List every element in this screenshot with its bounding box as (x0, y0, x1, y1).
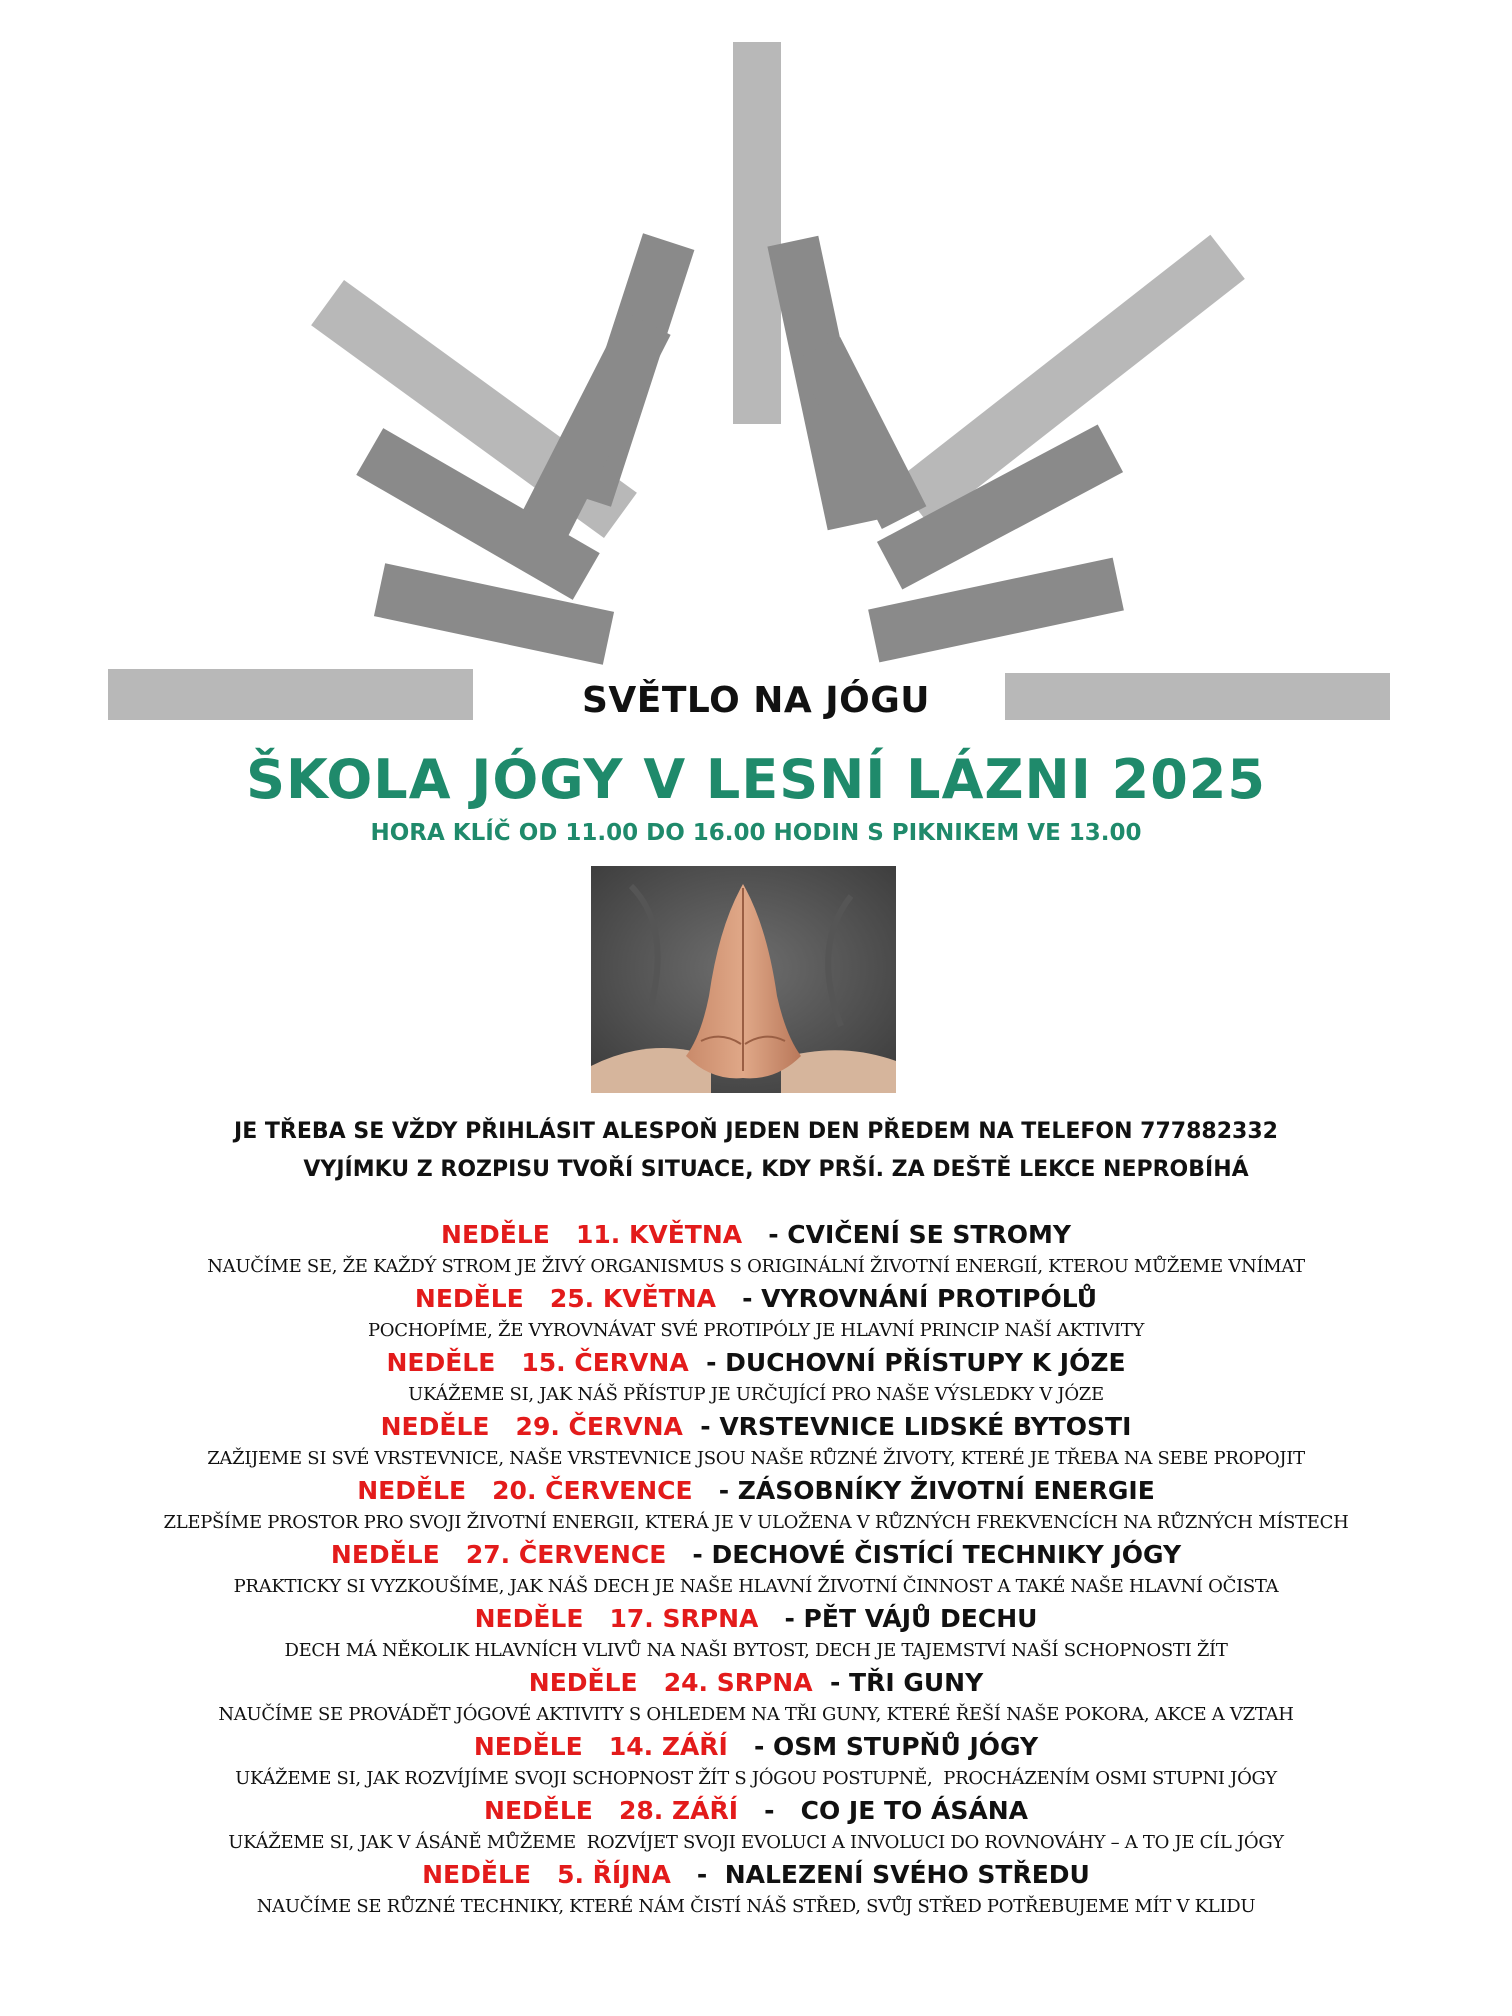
entry-heading (0, 1666, 1512, 1700)
entry-heading (0, 1218, 1512, 1252)
ray-bar (733, 42, 781, 424)
entry-topic: - CVIČENÍ SE STROMY (742, 1220, 1071, 1249)
entry-description: DECH MÁ NĚKOLIK HLAVNÍCH VLIVŮ NA NAŠI BYTOST, DECH JE TAJEMSTVÍ NAŠÍ SCHOPNOSTI ŽÍT (284, 1640, 1228, 1661)
schedule-entry (0, 1218, 1512, 1282)
entry-topic: - VYROVNÁNÍ PROTIPÓLŮ (715, 1284, 1098, 1313)
entry-heading (0, 1794, 1512, 1828)
entry-date: NEDĚLE 27. ČERVENCE (330, 1540, 667, 1569)
entry-description: NAUČÍME SE PROVÁDĚT JÓGOVÉ AKTIVITY S OHLEDEM NA TŘI GUNY, KTERÉ ŘEŠÍ NAŠE POKORA, AKCE A VZTAH (218, 1704, 1294, 1725)
sun-rays-logo (0, 0, 1512, 720)
notice-line-phone: JE TŘEBA SE VŽDY PŘIHLÁSIT ALESPOŇ JEDEN DEN PŘEDEM NA TELEFON 777882332 (234, 1119, 1278, 1144)
entry-heading (0, 1730, 1512, 1764)
schedule-entry (0, 1282, 1512, 1346)
entry-description: NAUČÍME SE, ŽE KAŽDÝ STROM JE ŽIVÝ ORGANISMUS S ORIGINÁLNÍ ŽIVOTNÍ ENERGIÍ, KTEROU MŮŽEME VNÍMAT (207, 1256, 1305, 1277)
ray-bars (108, 42, 1390, 720)
schedule-entry (0, 1538, 1512, 1602)
entry-description: UKÁŽEME SI, JAK NÁŠ PŘÍSTUP JE URČUJÍCÍ PRO NAŠE VÝSLEDKY V JÓZE (408, 1384, 1104, 1405)
entry-description: ZLEPŠÍME PROSTOR PRO SVOJI ŽIVOTNÍ ENERGII, KTERÁ JE V ULOŽENA V RŮZNÝCH FREKVENCÍCH NA RŮZNÝCH MÍSTECH (163, 1512, 1349, 1533)
pre-title: SVĚTLO NA JÓGU (581, 680, 931, 721)
entry-heading (0, 1858, 1512, 1892)
entry-heading (0, 1602, 1512, 1636)
praying-hands-photo (591, 866, 896, 1093)
entry-date: NEDĚLE 14. ZÁŘÍ (473, 1732, 728, 1761)
page-title: ŠKOLA JÓGY V LESNÍ LÁZNI 2025 (246, 748, 1266, 811)
entry-date: NEDĚLE 29. ČERVNA (380, 1412, 683, 1441)
entry-description: PRAKTICKY SI VYZKOUŠÍME, JAK NÁŠ DECH JE NAŠE HLAVNÍ ŽIVOTNÍ ČINNOST A TAKÉ NAŠE HLAVNÍ OČISTA (233, 1576, 1279, 1597)
schedule-entry (0, 1474, 1512, 1538)
entry-heading (0, 1538, 1512, 1572)
entry-heading (0, 1282, 1512, 1316)
lesson-schedule (0, 1218, 1512, 1922)
entry-topic: - OSM STUPŇŮ JÓGY (727, 1732, 1039, 1761)
entry-date: NEDĚLE 15. ČERVNA (386, 1348, 689, 1377)
entry-heading (0, 1346, 1512, 1380)
entry-description: NAUČÍME SE RŮZNÉ TECHNIKY, KTERÉ NÁM ČISTÍ NÁŠ STŘED, SVŮJ STŘED POTŘEBUJEME MÍT V KLIDU (256, 1896, 1256, 1917)
schedule-entry (0, 1858, 1512, 1922)
schedule-entry (0, 1794, 1512, 1858)
entry-date: NEDĚLE 17. SRPNA (474, 1604, 759, 1633)
schedule-entry (0, 1410, 1512, 1474)
entry-description: UKÁŽEME SI, JAK ROZVÍJÍME SVOJI SCHOPNOST ŽÍT S JÓGOU POSTUPNĚ, PROCHÁZENÍM OSMI STUPNI JÓGY (235, 1768, 1277, 1789)
entry-topic: - DECHOVÉ ČISTÍCÍ TECHNIKY JÓGY (666, 1540, 1182, 1569)
entry-description: ZAŽIJEME SI SVÉ VRSTEVNICE, NAŠE VRSTEVNICE JSOU NAŠE RŮZNÉ ŽIVOTY, KTERÉ JE TŘEBA NA SEBE PROPOJIT (207, 1448, 1305, 1469)
entry-date: NEDĚLE 25. KVĚTNA (414, 1284, 716, 1313)
schedule-entry (0, 1730, 1512, 1794)
entry-topic: - NALEZENÍ SVÉHO STŘEDU (670, 1860, 1090, 1889)
entry-topic: - DUCHOVNÍ PŘÍSTUPY K JÓZE (688, 1348, 1126, 1377)
entry-heading (0, 1410, 1512, 1444)
page-subtitle: HORA KLÍČ OD 11.00 DO 16.00 HODIN S PIKNIKEM VE 13.00 (370, 820, 1142, 846)
entry-description: UKÁŽEME SI, JAK V ÁSÁNĚ MŮŽEME ROZVÍJET SVOJI EVOLUCI A INVOLUCI DO ROVNOVÁHY – A TO JE CÍL JÓGY (228, 1832, 1284, 1853)
entry-topic: - TŘI GUNY (812, 1668, 984, 1697)
entry-topic: - PĚT VÁJŮ DECHU (758, 1604, 1038, 1633)
entry-date: NEDĚLE 24. SRPNA (528, 1668, 813, 1697)
entry-description: POCHOPÍME, ŽE VYROVNÁVAT SVÉ PROTIPÓLY JE HLAVNÍ PRINCIP NAŠÍ AKTIVITY (367, 1320, 1145, 1341)
entry-date: NEDĚLE 11. KVĚTNA (441, 1220, 743, 1249)
entry-date: NEDĚLE 5. ŘÍJNA (422, 1860, 671, 1889)
entry-heading (0, 1474, 1512, 1508)
entry-date: NEDĚLE 20. ČERVENCE (357, 1476, 693, 1505)
entry-topic: - ZÁSOBNÍKY ŽIVOTNÍ ENERGIE (692, 1476, 1155, 1505)
entry-topic: - VRSTEVNICE LIDSKÉ BYTOSTI (682, 1412, 1132, 1441)
schedule-entry (0, 1602, 1512, 1666)
registration-notice (0, 1113, 1512, 1189)
entry-topic: - CO JE TO ÁSÁNA (738, 1796, 1028, 1825)
entry-date: NEDĚLE 28. ZÁŘÍ (484, 1796, 738, 1825)
notice-line-rain: VYJÍMKU Z ROZPISU TVOŘÍ SITUACE, KDY PRŠÍ. ZA DEŠTĚ LEKCE NEPROBÍHÁ (303, 1157, 1249, 1182)
schedule-entry (0, 1346, 1512, 1410)
schedule-entry (0, 1666, 1512, 1730)
